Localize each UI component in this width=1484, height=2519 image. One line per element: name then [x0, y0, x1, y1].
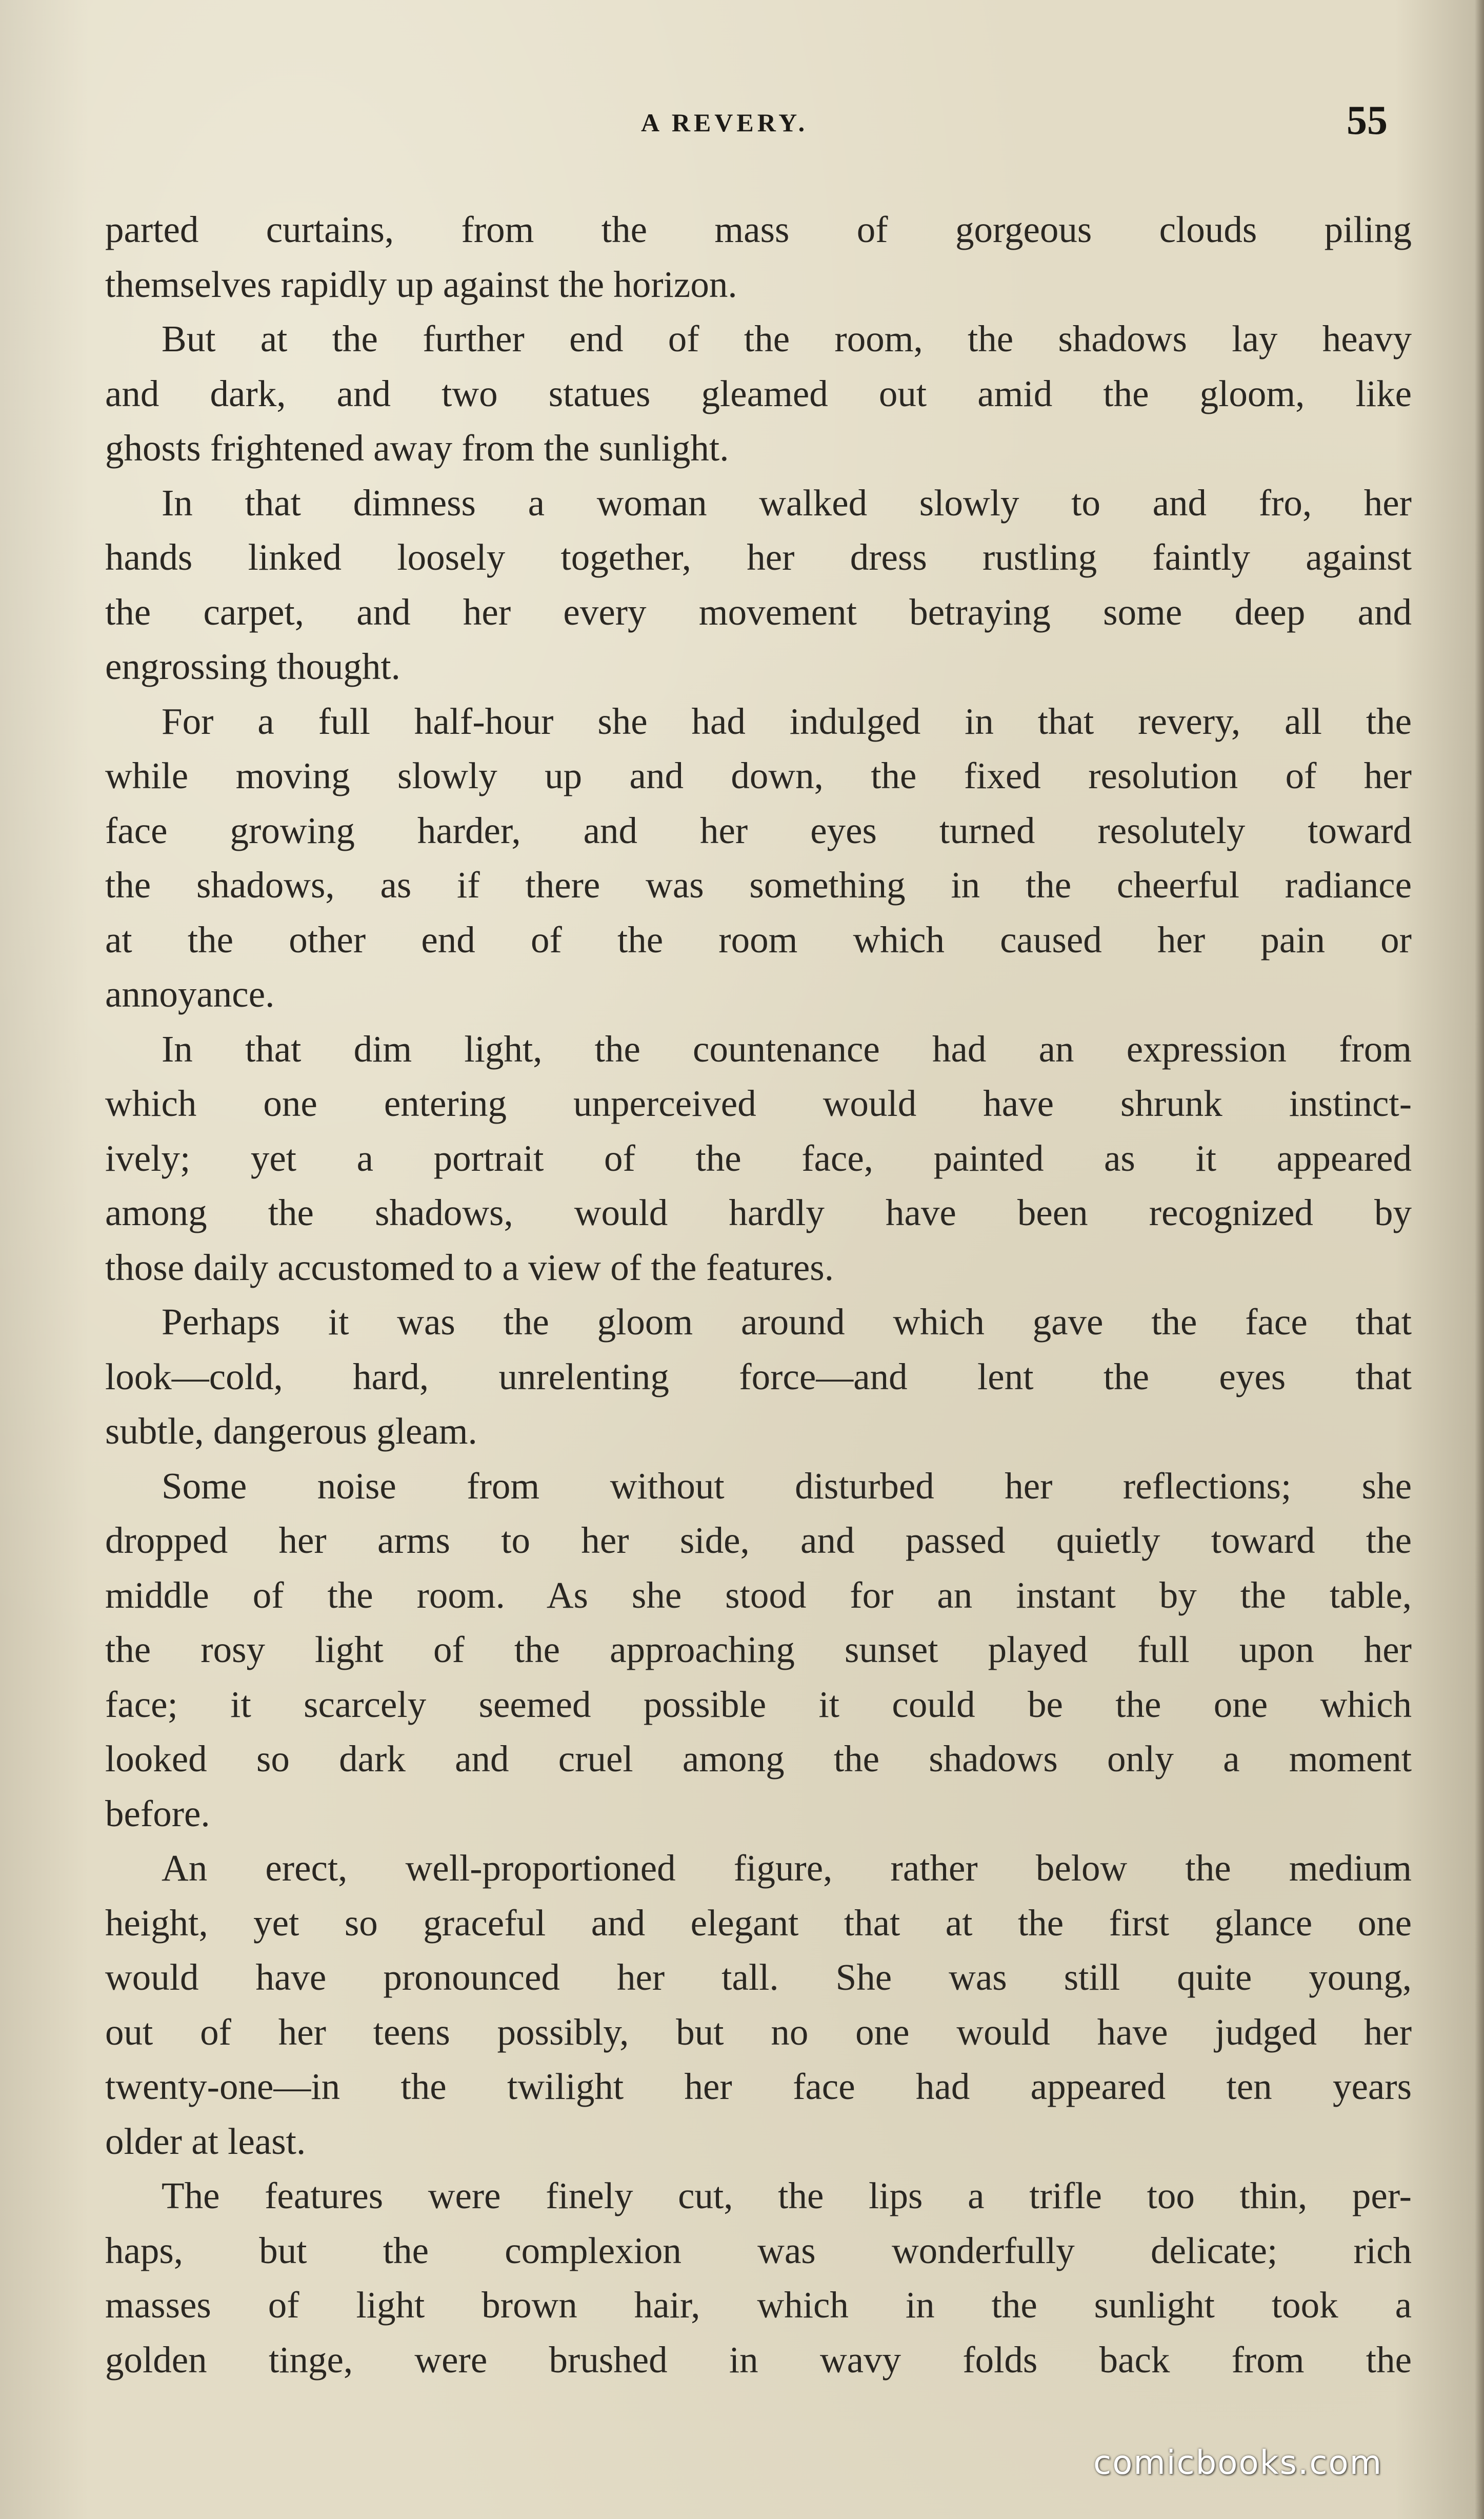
- text-line: In that dim light, the countenance had an expression from: [162, 1028, 1412, 1070]
- text-line: those daily accustomed to a view of the features.: [105, 1246, 834, 1288]
- running-head: A REVERY.: [641, 108, 809, 137]
- paragraph: [105, 1022, 1412, 1295]
- text-line: height, yet so graceful and elegant that at the first glance one: [105, 1902, 1412, 1944]
- text-line: twenty-one—in the twilight her face had appeared ten years: [105, 2066, 1412, 2107]
- text-line: middle of the room. As she stood for an instant by the table,: [105, 1574, 1412, 1616]
- text-line: themselves rapidly up against the horizon.: [105, 263, 737, 305]
- text-line: engrossing thought.: [105, 646, 400, 687]
- watermark: comicbooks.com: [1093, 2444, 1383, 2482]
- text-line: In that dimness a woman walked slowly to and fro, her: [162, 482, 1412, 524]
- text-line: Some noise from without disturbed her reflections; she: [162, 1465, 1412, 1507]
- text-line: subtle, dangerous gleam.: [105, 1410, 477, 1452]
- paragraph: [105, 203, 1412, 312]
- text-line: For a full half-hour she had indulged in that revery, all the: [162, 700, 1412, 742]
- paragraph: [105, 476, 1412, 694]
- text-line: the carpet, and her every movement betraying some deep and: [105, 591, 1412, 633]
- text-line: before.: [105, 1792, 210, 1834]
- text-line: haps, but the complexion was wonderfully delicate; rich: [105, 2229, 1412, 2271]
- text-line: hands linked loosely together, her dress rustling faintly against: [105, 536, 1412, 578]
- text-line: older at least.: [105, 2120, 306, 2162]
- text-line: face; it scarcely seemed possible it could be the one which: [105, 1683, 1412, 1725]
- text-line: would have pronounced her tall. She was still quite young,: [105, 1956, 1412, 1998]
- paragraph: [105, 2169, 1412, 2387]
- text-line: Perhaps it was the gloom around which gave the face that: [162, 1301, 1412, 1343]
- text-line: the shadows, as if there was something in the cheerful radiance: [105, 864, 1412, 906]
- text-line: and dark, and two statues gleamed out amid the gloom, like: [105, 372, 1412, 414]
- text-line: golden tinge, were brushed in wavy folds back from the: [105, 2338, 1412, 2381]
- text-line: masses of light brown hair, which in the sunlight took a: [105, 2284, 1412, 2326]
- page-header: [0, 97, 1484, 154]
- text-line: But at the further end of the room, the shadows lay heavy: [162, 318, 1412, 359]
- text-line: annoyance.: [105, 973, 275, 1015]
- text-line: among the shadows, would hardly have been recognized by: [105, 1192, 1412, 1233]
- text-line: An erect, well-proportioned figure, rather below the medium: [162, 1847, 1412, 1889]
- text-line: ively; yet a portrait of the face, painted as it appeared: [105, 1137, 1412, 1179]
- text-line: parted curtains, from the mass of gorgeous clouds piling: [105, 209, 1412, 250]
- paragraph: [105, 1459, 1412, 1842]
- page-edge-shadow: [1475, 0, 1484, 2519]
- text-line: which one entering unperceived would have shrunk instinct-: [105, 1083, 1412, 1124]
- paragraph: [105, 1841, 1412, 2169]
- page-number: 55: [1347, 98, 1388, 143]
- text-line: the rosy light of the approaching sunset played full upon her: [105, 1629, 1412, 1670]
- text-line: looked so dark and cruel among the shadows only a moment: [105, 1738, 1412, 1780]
- paragraph: [105, 1295, 1412, 1459]
- body-text: [105, 203, 1412, 2387]
- text-line: at the other end of the room which caused her pain or: [105, 918, 1412, 961]
- text-line: look—cold, hard, unrelenting force—and lent the eyes that: [105, 1355, 1412, 1397]
- paragraph: [105, 312, 1412, 476]
- text-line: dropped her arms to her side, and passed quietly toward the: [105, 1520, 1412, 1561]
- text-line: while moving slowly up and down, the fixed resolution of her: [105, 755, 1412, 796]
- text-line: ghosts frightened away from the sunlight.: [105, 427, 729, 469]
- text-line: The features were finely cut, the lips a trifle too thin, per-: [162, 2175, 1412, 2216]
- paragraph: [105, 694, 1412, 1022]
- text-line: out of her teens possibly, but no one would have judged her: [105, 2011, 1412, 2053]
- text-line: face growing harder, and her eyes turned resolutely toward: [105, 809, 1412, 851]
